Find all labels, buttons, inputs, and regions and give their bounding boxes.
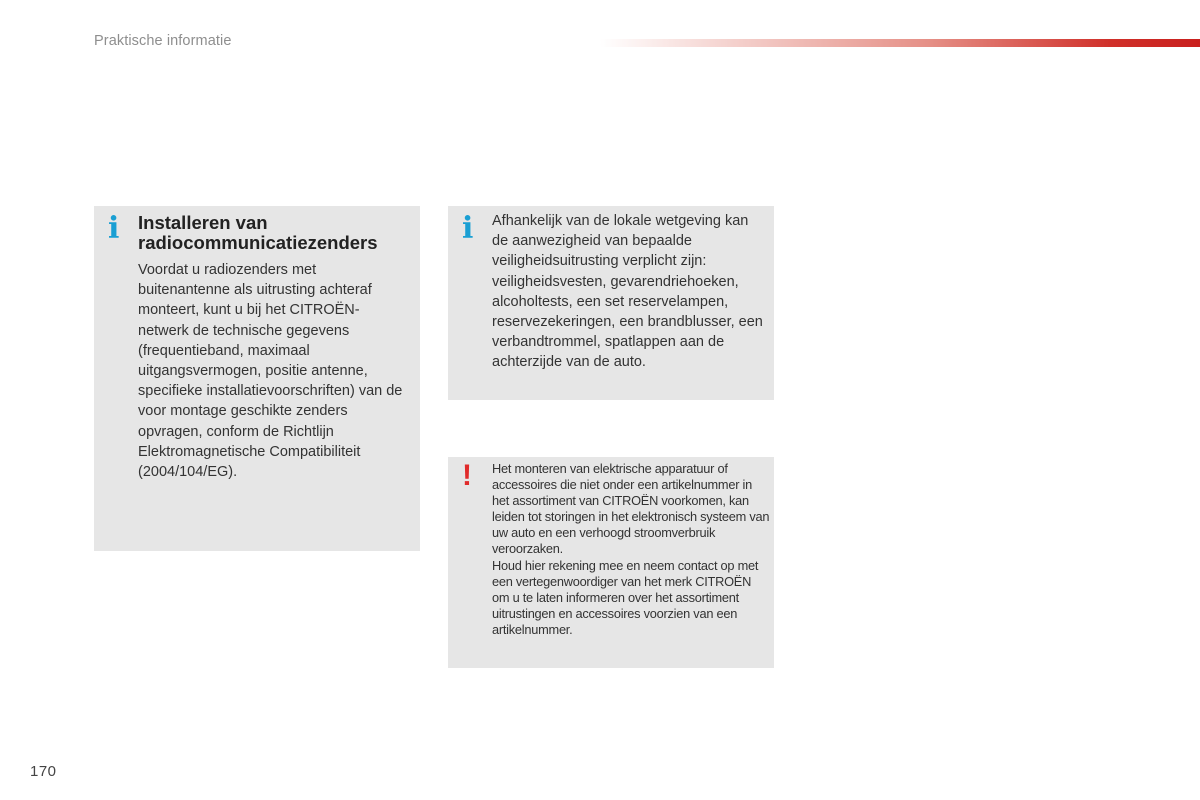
info-icon: i xyxy=(108,211,120,246)
radio-transmitters-info-box xyxy=(94,206,420,551)
header-accent-bar xyxy=(600,39,1200,47)
info-text: Voordat u radiozenders met buitenantenne als uitrusting achteraf monteert, kunt u bij het CITROËN-netwerk de technische gegevens (frequentieband, maximaal uitgangsvermogen, positie antenne, specifieke installatievoorschriften) van de voor montage geschikte zenders opvragen, conform de Richtlijn Elektromagnetische Compatibiliteit (2004/104/EG). xyxy=(138,262,403,481)
running-header: Praktische informatie xyxy=(94,33,232,49)
warning-icon: ! xyxy=(462,459,472,492)
section-heading: Installeren van radiocommunicatiezenders xyxy=(138,212,378,253)
info-icon: i xyxy=(462,211,474,246)
page-number: 170 xyxy=(30,763,57,780)
warning-text xyxy=(492,461,770,638)
info-text: Afhankelijk van de lokale wetgeving kan de aanwezigheid van bepaalde veiligheidsuitrusting verplicht zijn: veiligheidsvesten, gevarendriehoeken, alcoholtests, een set reservelampen, reservezekeringen, een brandblusser, een verbandtrommel, spatlappen aan de achterzijde van de auto. xyxy=(492,213,763,371)
warning-paragraph-1: Het monteren van elektrische apparatuur of accessoires die niet onder een artikelnummer in het assortiment van CITROËN voorkomen, kan leiden tot storingen in het elektronisch systeem van uw auto en een verhoogd stroomverbruik veroorzaken. xyxy=(492,461,770,557)
accessories-warning-box xyxy=(448,457,774,668)
safety-equipment-info-box xyxy=(448,206,774,400)
warning-paragraph-2: Houd hier rekening mee en neem contact op met een vertegenwoordiger van het merk CITROËN om u te laten informeren over het assortiment uitrustingen en accessoires voorzien van een artikelnummer. xyxy=(492,557,759,637)
